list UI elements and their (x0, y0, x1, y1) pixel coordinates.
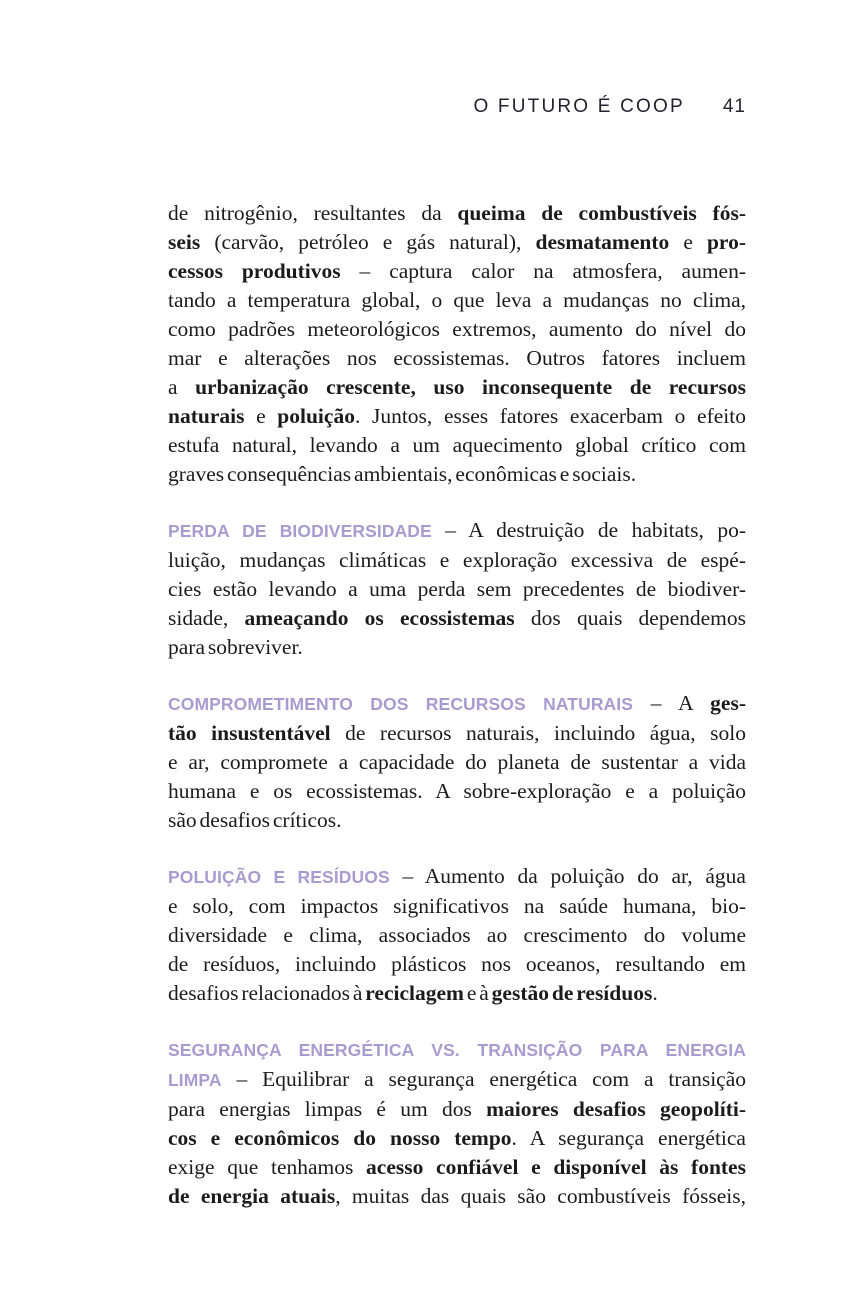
text-line (168, 257, 746, 286)
text-line (168, 1095, 746, 1124)
paragraph (168, 862, 746, 1008)
body-text: humana e os ecossistemas. A sobre-exploração e a poluição (168, 779, 746, 803)
body-text: de nitrogênio, resultantes da (168, 201, 458, 225)
text-line (168, 460, 746, 489)
text-block (168, 199, 746, 1211)
body-text: e solo, com impactos significativos na saúde humana, bio- (168, 894, 746, 918)
body-text: como padrões meteorológicos extremos, aumento do nível do (168, 317, 746, 341)
paragraph (168, 689, 746, 835)
emphasis-text: urbanização crescente, uso inconsequente de recursos (195, 375, 746, 399)
emphasis-text: maiores desafios geopolíti- (486, 1097, 746, 1121)
body-text: e (244, 404, 278, 428)
body-text: luição, mudanças climáticas e exploração excessiva de espé- (168, 548, 746, 572)
text-line (168, 604, 746, 633)
body-text: de recursos naturais, incluindo água, solo (330, 721, 746, 745)
body-text: para energias limpas é um dos (168, 1097, 487, 1121)
running-header (168, 96, 746, 118)
body-text: exige que tenhamos (168, 1155, 367, 1179)
text-line (168, 344, 746, 373)
text-line (168, 1065, 746, 1095)
body-text: tando a temperatura global, o que leva a mudanças no clima, (168, 288, 746, 312)
emphasis-text: cos e econômicos do nosso tempo (168, 1126, 512, 1150)
body-text: . Juntos, esses fatores exacerbam o efeito (354, 404, 746, 428)
page-number: 41 (722, 96, 746, 117)
text-line (168, 719, 746, 748)
text-line (168, 402, 746, 431)
text-line (168, 979, 746, 1008)
body-text: e (669, 230, 707, 254)
text-line (168, 373, 746, 402)
body-text: , muitas das quais são combustíveis fósseis, (335, 1184, 746, 1208)
emphasis-text: reciclagem (365, 981, 464, 1005)
text-line (168, 633, 746, 662)
body-text: (carvão, petróleo e gás natural), (200, 230, 536, 254)
section-heading: SEGURANÇA ENERGÉTICA VS. TRANSIÇÃO PARA ENERGIA (168, 1040, 746, 1060)
section-heading: LIMPA (168, 1070, 222, 1090)
text-line (168, 921, 746, 950)
body-text: de resíduos, incluindo plásticos nos oceanos, resultando em (168, 952, 746, 976)
section-heading: PERDA DE BIODIVERSIDADE (168, 521, 432, 541)
body-text: mar e alterações nos ecossistemas. Outros fatores incluem (168, 346, 746, 370)
body-text: . (652, 981, 658, 1005)
body-text: e ar, compromete a capacidade do planeta de sustentar a vida (168, 750, 746, 774)
body-text: – captura calor na atmosfera, aumen- (340, 259, 746, 283)
text-line (168, 777, 746, 806)
emphasis-text: acesso confiável e disponível às fontes (366, 1155, 746, 1179)
emphasis-text: seis (168, 230, 201, 254)
text-line (168, 315, 746, 344)
emphasis-text: tão insustentável (168, 721, 331, 745)
body-text: – A destruição de habitats, po- (431, 518, 746, 542)
emphasis-text: gestão de resíduos (491, 981, 653, 1005)
body-text: – Aumento da poluição do ar, água (389, 864, 746, 888)
emphasis-text: naturais (168, 404, 245, 428)
body-text: para sobreviver. (168, 635, 303, 659)
text-line (168, 1124, 746, 1153)
body-text: estufa natural, levando a um aquecimento global crítico com (168, 433, 746, 457)
paragraph (168, 1035, 746, 1211)
text-line (168, 806, 746, 835)
text-line (168, 1153, 746, 1182)
body-text: graves consequências ambientais, econômicas e sociais. (168, 462, 637, 486)
text-line (168, 892, 746, 921)
emphasis-text: cessos produtivos (168, 259, 341, 283)
text-line (168, 748, 746, 777)
section-heading: POLUIÇÃO E RESÍDUOS (168, 867, 390, 887)
paragraph (168, 516, 746, 662)
text-line (168, 950, 746, 979)
text-line (168, 546, 746, 575)
text-line (168, 228, 746, 257)
emphasis-text: desmatamento (535, 230, 670, 254)
text-line (168, 516, 746, 546)
text-line (168, 286, 746, 315)
body-text: – Equilibrar a segurança energética com a transição (221, 1067, 746, 1091)
text-line (168, 1182, 746, 1211)
body-text: são desafios críticos. (168, 808, 342, 832)
text-line (168, 431, 746, 460)
paragraph (168, 199, 746, 489)
body-text: desafios relacionados à (168, 981, 366, 1005)
emphasis-text: pro- (706, 230, 746, 254)
text-line (168, 1035, 746, 1065)
body-text: . A segurança energética (511, 1126, 746, 1150)
emphasis-text: de energia atuais (168, 1184, 336, 1208)
body-text: diversidade e clima, associados ao crescimento do volume (168, 923, 746, 947)
text-line (168, 862, 746, 892)
section-heading: COMPROMETIMENTO DOS RECURSOS NATURAIS (168, 694, 634, 714)
emphasis-text: ameaçando os ecossistemas (244, 606, 515, 630)
text-line (168, 689, 746, 719)
text-line (168, 575, 746, 604)
emphasis-text: ges- (710, 691, 746, 715)
text-line (168, 199, 746, 228)
emphasis-text: poluição (277, 404, 355, 428)
body-text: a (168, 375, 196, 399)
body-text: – A (633, 691, 711, 715)
emphasis-text: queima de combustíveis fós- (457, 201, 746, 225)
running-header-title: O FUTURO É COOP (473, 96, 685, 117)
body-text: sidade, (168, 606, 245, 630)
body-text: dos quais dependemos (514, 606, 747, 630)
body-text: cies estão levando a uma perda sem precedentes de biodiver- (168, 577, 746, 601)
body-text: e à (463, 981, 492, 1005)
